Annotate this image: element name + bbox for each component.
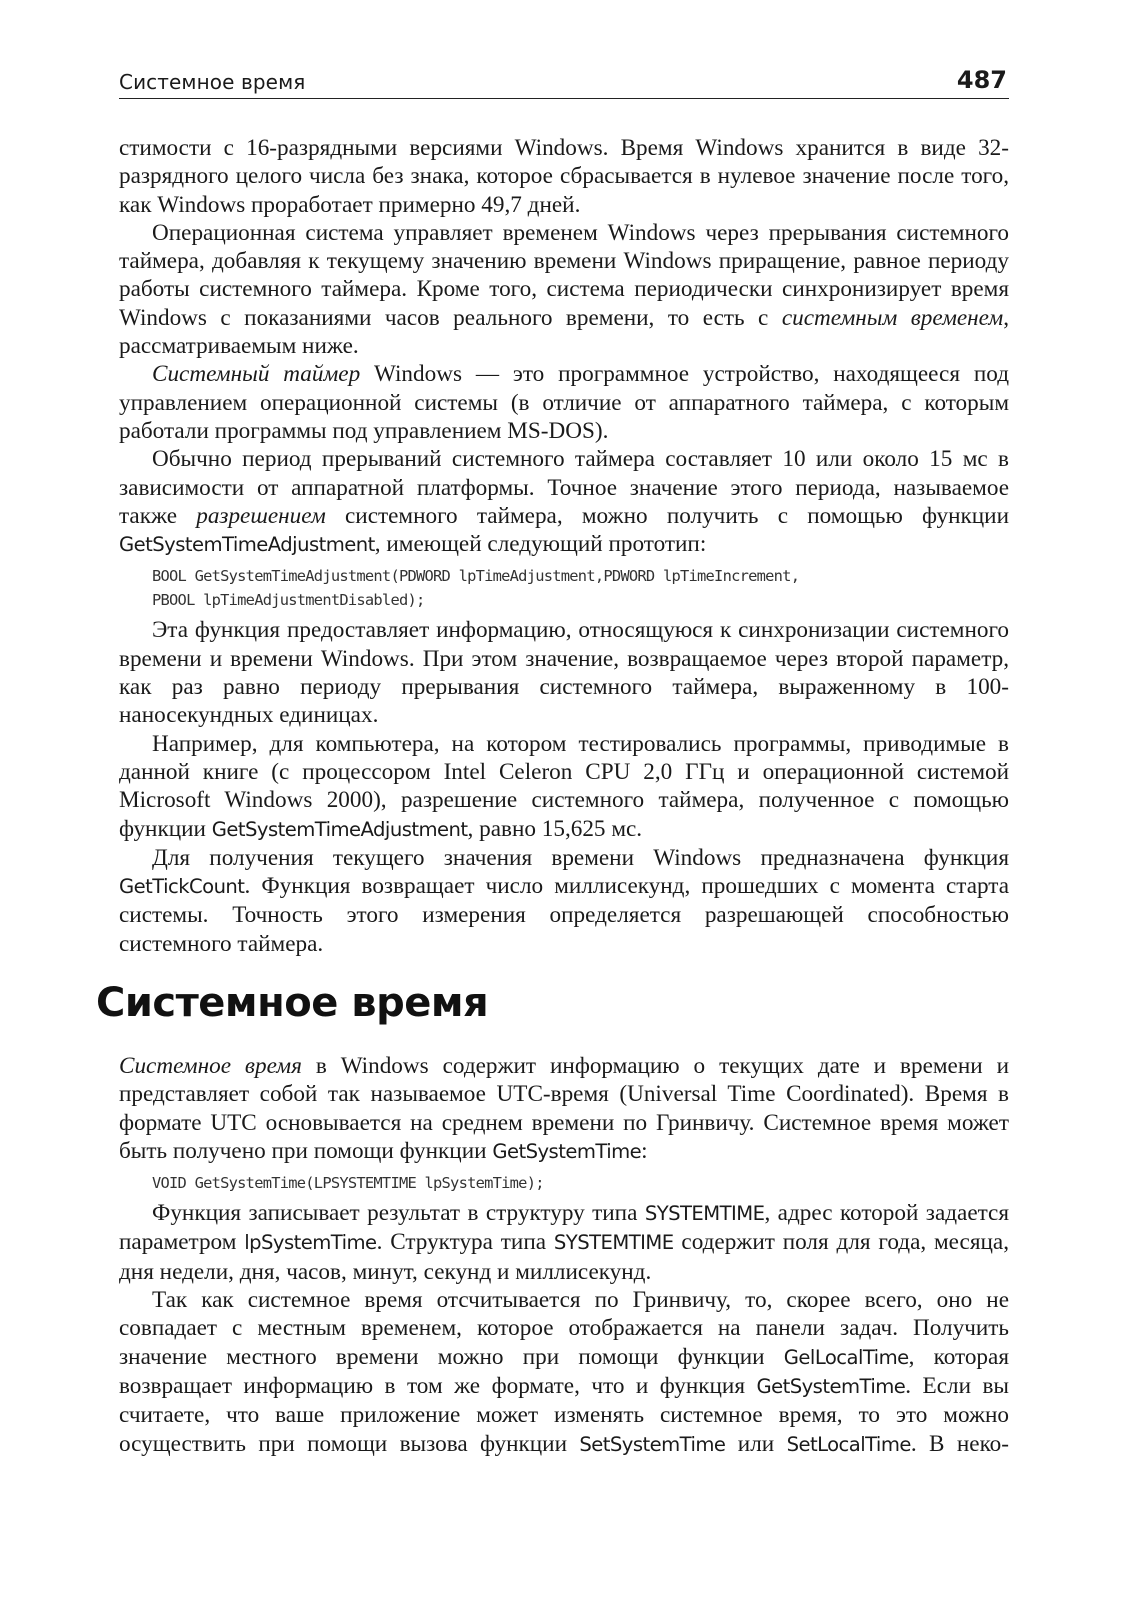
type-name: SYSTEMTIME — [553, 1231, 674, 1255]
code-line: PBOOL lpTimeAdjustmentDisabled); — [152, 591, 425, 610]
text-run: : — [641, 1137, 648, 1164]
paragraph — [119, 219, 1009, 360]
text-run: . Структура типа — [376, 1229, 554, 1256]
emphasis-term: разрешением — [196, 502, 326, 529]
text-run: Обычно период прерываний системного таймера составляет 10 или около 15 мс в зависимости от аппаратной платформы. Точное значение этого периода, называемое также — [119, 446, 1009, 529]
code-line: VOID GetSystemTime(LPSYSTEMTIME lpSystemTime); — [152, 1174, 544, 1193]
section-heading: Системное время — [96, 980, 489, 1026]
text-run: или — [725, 1430, 787, 1457]
text-run: , адрес которой задается параметром — [119, 1200, 1009, 1256]
function-name: GetSystemTime — [492, 1139, 642, 1163]
text-run: Для получения текущего значения времени Windows предназначена функция — [152, 844, 1009, 871]
code-listing — [152, 1171, 1009, 1195]
text-run: Windows — это программное устройство, находящееся под управлением операционной системы (в отличие от аппаратного таймера, с которым работали программы под управлением MS-DOS). — [119, 361, 1009, 444]
function-name: GetSystemTimeAdjustment — [211, 817, 468, 841]
text-run: , рассматриваемым ниже. — [119, 304, 1009, 360]
text-run: системного таймера, можно получить с помощью функции — [325, 502, 1009, 529]
text-run: Операционная система управляет временем Windows через прерывания системного таймера, добавляя к текущему значению времени Windows приращение, равное периоду работы системного таймера. Кроме того, система периодически синхронизирует время Windows с показаниями часов реального времени, то есть с — [119, 219, 1009, 331]
running-header — [119, 64, 1009, 99]
paragraph — [119, 360, 1009, 445]
function-name: GelLocalTime — [783, 1345, 909, 1369]
text-block-upper — [119, 134, 1009, 958]
paragraph — [119, 844, 1009, 958]
code-line: BOOL GetSystemTimeAdjustment(PDWORD lpTimeAdjustment,PDWORD lpTimeIncrement, — [152, 567, 800, 586]
paragraph — [119, 1052, 1009, 1166]
page-number: 487 — [956, 66, 1007, 94]
paragraph — [119, 445, 1009, 559]
text-run: . В неко- — [910, 1430, 1009, 1457]
code-listing — [152, 564, 1009, 612]
function-name: SetSystemTime — [579, 1432, 726, 1456]
text-run: . Если вы считаете, что ваше приложение может изменять системное время, то это можно осуществить при помощи вызова функции — [119, 1372, 1009, 1457]
function-name: SetLocalTime — [786, 1432, 911, 1456]
paragraph — [119, 1199, 1009, 1286]
text-run: в Windows содержит информацию о текущих дате и времени и представляет собой так называемое UTC-время (Universal Time Coordinated). Время в формате UTC основывается на среднем времени по Гринвичу. Системное время может быть получено при помощи функции — [119, 1053, 1009, 1164]
text-run: , которая возвращает информацию в том же формате, что и функция — [119, 1343, 1009, 1399]
text-run: стимости с 16-разрядными версиями Windows. Время Windows хранится в виде 32-разрядного целого числа без знака, которое сбрасывается в нулевое значение после того, как Windows проработает примерно 49,7 дней. — [119, 135, 1009, 218]
text-run: Например, для компьютера, на котором тестировались программы, приводимые в данной книге (с процессором Intel Celeron CPU 2,0 ГГц и операционной системой Microsoft Windows 2000), разрешение системного таймера, полученное с помощью функции — [119, 730, 1009, 842]
emphasis-term: Системное время — [119, 1053, 302, 1079]
paragraph — [119, 1286, 1009, 1459]
text-run: Эта функция предоставляет информацию, относящуюся к синхронизации системного времени и времени Windows. При этом значение, возвращаемое через второй параметр, как раз равно периоду прерывания системного таймера, выраженному в 100-наносекундных единицах. — [119, 617, 1009, 729]
text-run: , имеющей следующий прототип: — [374, 531, 707, 558]
text-run: Так как системное время отсчитывается по Гринвичу, то, скорее всего, оно не совпадает с местным временем, которое отображается на панели задач. Получить значение местного времени можно при помощи функции — [119, 1287, 1009, 1370]
text-block-lower — [119, 1052, 1009, 1459]
text-run: , равно 15,625 мс. — [467, 815, 643, 842]
paragraph — [119, 134, 1009, 219]
running-title: Системное время — [119, 70, 306, 94]
text-run: Функция записывает результат в структуру типа — [152, 1200, 645, 1227]
text-run: . Функция возвращает число миллисекунд, прошедших с момента старта системы. Точность этого измерения определяется разрешающей способностью системного таймера. — [119, 873, 1009, 957]
paragraph — [119, 616, 1009, 729]
type-name: SYSTEMTIME — [644, 1202, 765, 1226]
emphasis-term: системным временем — [781, 304, 1004, 331]
function-name: GetSystemTime — [756, 1374, 906, 1398]
function-name: GetSystemTimeAdjustment — [119, 533, 375, 557]
function-name: GetTickCount — [119, 875, 245, 899]
paragraph — [119, 730, 1009, 844]
text-run: содержит поля для года, месяца, дня недели, дня, часов, минут, секунд и миллисекунд. — [119, 1229, 1010, 1285]
emphasis-term: Системный таймер — [152, 361, 361, 388]
parameter-name: lpSystemTime — [244, 1231, 377, 1255]
